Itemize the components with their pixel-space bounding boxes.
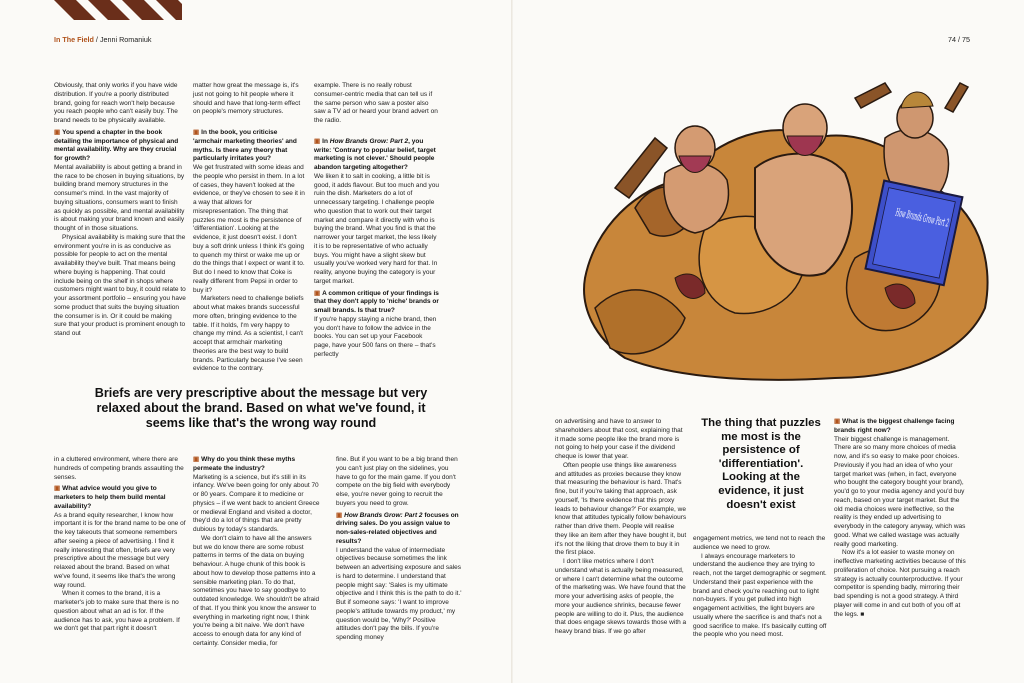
- question-text: You spend a chapter in the book detailing the importance of physical and mental availability. Why are they crucial for growth?: [54, 128, 179, 162]
- book-title: How Brands Grow: Part 2: [344, 511, 423, 519]
- paragraph: example. There is no really robust consumer-centric media that can tell us if the same person who saw a poster also saw a TV ad or heard your brand advert on the radio.: [314, 82, 438, 124]
- book-title: How Brands Grow: Part 2: [329, 137, 409, 145]
- question-text: What is the biggest challenge facing brands right now?: [834, 418, 955, 434]
- question-heading: [54, 485, 186, 511]
- question-text: , you write: 'Contrary to popular belief, target marketing is not clever.' Should people abandon targeting altogether?: [314, 137, 436, 171]
- running-header: [54, 35, 151, 44]
- question-marker-icon: ▣: [193, 456, 200, 463]
- paragraph: Mental availability is about getting a brand in the race to be chosen in buying situations, by building brand memory structures in the consumer's mind. In the vast majority of buying situations, consumers want to finish as quickly as possible, and mental availability is about making your brand known and easily thought of in those situations.: [54, 163, 185, 232]
- header-stripe-graphic: [54, 0, 182, 20]
- paragraph: We liken it to salt in cooking, a little bit is good, it adds flavour. But too much and you ruin the dish. Marketers do a lot of unnecessary targeting. I challenge people who question that to work out their target market and compare it directly with who is buying the brand. What you find is that the narrower your target market, the less likely it is to be representative of who actually buys. You might have a slight skew but usually you've worked very hard for that. In reality, anyone buying the category is your target market.: [314, 172, 440, 285]
- column-6: [336, 456, 462, 643]
- paragraph: As a brand equity researcher, I know how important it is for the brand name to be one of the key takeouts that someone remembers after seeing a piece of advertising. I find it really interesting that often, briefs are very prescriptive about the message but very relaxed about the brand. Based on what we've found, it seems like that's the wrong way round.: [54, 511, 186, 589]
- question-marker-icon: ▣: [314, 137, 321, 145]
- question-heading: [193, 129, 307, 164]
- paragraph: When it comes to the brand, it is a marketer's job to make sure that there is no question about what an ad is for. If the audience has to ask, you have a problem. If we don't get that part right it doesn't: [54, 590, 180, 633]
- paragraph: Obviously, that only works if you have wide distribution. If you're a poorly distributed brand, going for reach won't help because you reach people who can't easily buy. The brand needs to be physically available.: [54, 82, 178, 124]
- paragraph: If you're happy staying a niche brand, then you don't have to follow the advice in the books. You can set up your Facebook page, have your 500 fans on there – that's perfectly: [314, 315, 437, 358]
- author-name: Jenni Romaniuk: [99, 35, 152, 44]
- paragraph: Often people use things like awareness and attitudes as proxies because they know that measuring the behaviour is hard. That's fine, but if you're taking that approach, ask yourself, 'Is there evidence that this proxy leads to behaviour change?' For example, we know that attitudes typically follow behaviours rather than drive them. People will realise they like an item after they have bought it, but it's not the liking that drove them to buy it in the first place.: [555, 461, 687, 557]
- column-8: [693, 535, 827, 640]
- column-7: [555, 418, 687, 637]
- paragraph: Marketing is a science, but it's still in its infancy. We've been going for only about 70 or 80 years. Compare it to medicine or physics – if we went back to ancient Greece or medieval England and visited a doctor, they'd do a lot of things that are pretty dubious by today's standards.: [193, 473, 320, 533]
- paragraph: engagement metrics, we tend not to reach the audience we need to grow.: [693, 535, 826, 551]
- column-5: [193, 456, 321, 649]
- question-heading: [193, 456, 321, 474]
- question-marker-icon: ▣: [834, 418, 841, 425]
- paragraph: We don't claim to have all the answers but we do know there are some robust patterns in terms of the data on buying behaviour. A huge chunk of this book is about how to develop those patterns into a sensible marketing plan. To do that, sometimes you have to say goodbye to outdated knowledge. We shouldn't be afraid of that. If you think you know the answer to everything in marketing right now, I think you're being a bit naive. We don't have access to enough data for any kind of certainty. Consider media, for: [193, 534, 320, 647]
- question-text: focuses on driving sales. Do you assign value to non-sales-related objectives and results?: [336, 511, 459, 545]
- column-9: [834, 418, 966, 619]
- pull-quote-right: The thing that puzzles me most is the persistence of 'differentiation'. Looking at the evidence, it just doesn't exist: [701, 417, 821, 511]
- column-4: [54, 456, 186, 634]
- question-marker-icon: ▣: [314, 289, 321, 297]
- column-1: [54, 82, 186, 339]
- question-heading: [314, 290, 440, 316]
- question-text: What advice would you give to marketers to help them build mental availability?: [54, 485, 166, 510]
- question-marker-icon: ▣: [54, 485, 61, 493]
- question-heading: [54, 129, 186, 164]
- hercules-lion-illustration: [555, 78, 1011, 388]
- question-heading: [834, 418, 966, 436]
- paragraph: We get frustrated with some ideas and the people who persist in them. In a lot of cases, they haven't looked at the evidence, or they've chosen to see it in a way that allows for misrepresentation. The thing that puzzles me most is the persistence of 'differentiation'. Looking at the evidence, it just doesn't exist. I don't buy a soft drink unless I think it's going to quench my thirst or wake me up or do the things that I expect or want it to. But do I need to know that Coke is really different from Pepsi in order to buy it?: [193, 164, 305, 294]
- column-2: [193, 82, 307, 374]
- question-heading: [336, 512, 462, 547]
- question-marker-icon: ▣: [336, 511, 343, 519]
- book-graphic: [865, 181, 962, 286]
- paragraph: Now it's a lot easier to waste money on ineffective marketing activities because of this proliferation of choice. Not pursuing a reach strategy is actually counterproductive. If your competitor is spending badly, mirroring their bad spending is not a good strategy. A third player will come in and cut both of you off at the legs. ■: [834, 549, 966, 618]
- question-marker-icon: ▣: [54, 128, 61, 136]
- question-marker-icon: ▣: [193, 129, 200, 136]
- paragraph: fine. But if you want to be a big brand then you can't just play on the sidelines, you have to go for the main game. If you don't compete on the big field with everybody else, you're never going to recruit the buyers you need to grow.: [336, 456, 458, 507]
- page-numbers: 74 / 75: [948, 35, 970, 44]
- paragraph: I always encourage marketers to understand the audience they are trying to reach, not the target demographic or segment. Understand their past experience with the brand and check you're reaching out to light non-buyers. If you get pulled into high engagement activities, the light buyers are usually where the sacrifice is and that's not a good sacrifice to make. It's basically cutting off the people who you need most.: [693, 552, 827, 639]
- paragraph: I understand the value of intermediate objectives because sometimes the link between an advertising exposure and sales is hard to determine. I understand that people might say: 'Sales is my ultimate objective and I think this is the path to do it.' But if someone says: 'I want to improve people's attitude towards my product,' my question would be, 'Why?' Positive attitudes don't pay the bills. If you're spending money: [336, 546, 462, 641]
- paragraph: Physical availability is making sure that the environment you're in is as conducive as possible for people to act on the mental availability they've built. That means being where buying is happening. That could include being on the shelf in shops where customers might want to buy, it could relate to your assortment portfolio – ensuring you have some product that suits the buying situation the consumer is in. Or it could be making sure that your product is prominent enough to stand out: [54, 233, 186, 337]
- header-separator: /: [93, 35, 100, 44]
- question-text: In the book, you criticise 'armchair marketing theories' and myths. Is there any theory that particularly irritates you?: [193, 129, 297, 163]
- paragraph: Marketers need to challenge beliefs about what makes brands successful more often, bringing evidence to the table. If it holds, I'm very happy to change my mind. As a scientist, I can't accept that armchair marketing theories are the best way to build brands. Particularly because I've seen evidence to the contrary.: [193, 295, 304, 373]
- paragraph: matter how great the message is, it's just not going to hit people where it should and have that long-term effect on people's memory structures.: [193, 82, 301, 116]
- pull-quote-left: Briefs are very prescriptive about the message but very relaxed about the brand. Based on what we've found, it seems like that's the wrong way round: [94, 386, 428, 431]
- paragraph: on advertising and have to answer to shareholders about that cost, explaining that it made some people like the brand more is not going to help your case if the dividend cheque is lower that year.: [555, 418, 683, 460]
- question-text: A common critique of your findings is that they don't apply to 'niche' brands or small brands. Is that true?: [314, 289, 439, 314]
- question-heading: [314, 138, 440, 173]
- section-label: In The Field: [54, 35, 94, 44]
- page-spine: [511, 0, 513, 683]
- question-text: In: [322, 137, 330, 145]
- paragraph: I don't like metrics where I don't understand what is actually being measured, or where I can't determine what the outcome of the marketing was. We have found that the more your advertising asks of people, the more your audience shrinks, because fewer people are willing to do it. Plus, the audience that does engage skews towards those with a heavy brand bias. If we go after: [555, 558, 687, 635]
- question-text: Why do you think these myths permeate the industry?: [193, 456, 296, 472]
- column-3: [314, 82, 440, 360]
- paragraph: Their biggest challenge is management. There are so many more choices of media now, and it's so easy to make poor choices. Previously if you had an idea of who your target market was (when, in fact, everyone who bought the category bought your brand), you'd go to your media agency and you'd buy reach, based on your target market. But the old media choices were ineffective, so the reality is they ended up advertising to everybody in the category anyway, which was good. What we called wastage was actually really good marketing.: [834, 435, 966, 548]
- paragraph: in a cluttered environment, where there are hundreds of competing brands assaulting the senses.: [54, 456, 184, 481]
